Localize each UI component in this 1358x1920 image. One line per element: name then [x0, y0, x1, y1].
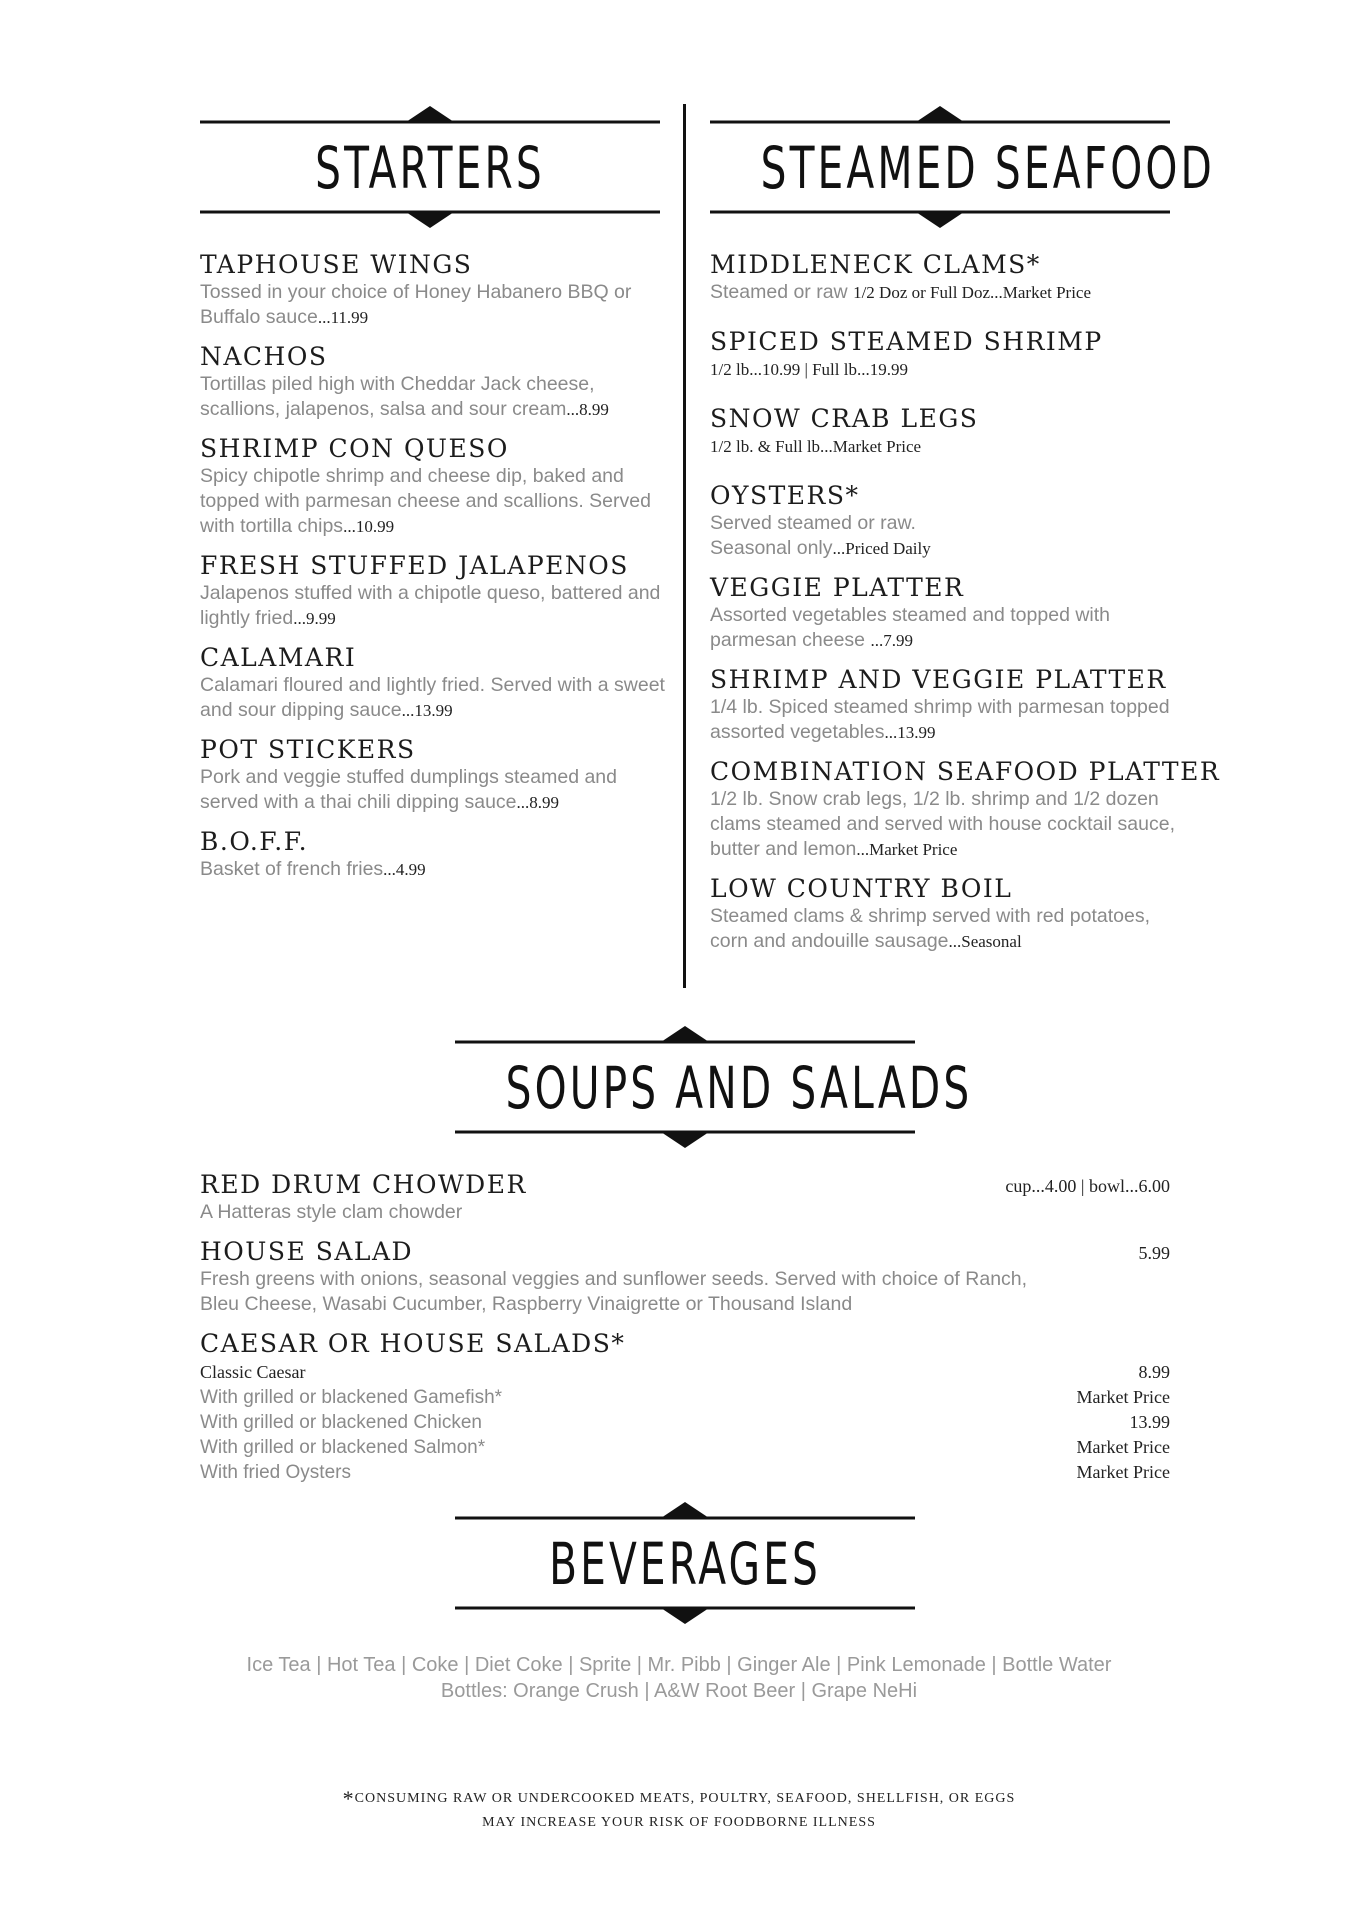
item-description: Tossed in your choice of Honey Habanero BBQ or Buffalo sauce...11.99	[200, 281, 632, 328]
item-name: NACHOS	[200, 342, 328, 371]
item-description: Tortillas piled high with Cheddar Jack cheese, scallions, jalapenos, salsa and sour cream...8.99	[200, 373, 609, 420]
item-price: ...4.99	[383, 860, 426, 879]
item-price: ...10.99	[343, 517, 395, 536]
option-price: 13.99	[1129, 1412, 1170, 1432]
item-name: RED DRUM CHOWDER	[200, 1170, 527, 1199]
item-name: SPICED STEAMED SHRIMP	[710, 327, 1103, 356]
item-description	[710, 357, 1180, 382]
health-warning	[0, 1786, 1358, 1811]
item-description: 1/2 lb. Snow crab legs, 1/2 lb. shrimp and 1/2 dozen clams steamed and served with house cocktail sauce, butter and lemon...Market Price	[710, 788, 1175, 860]
item-name: OYSTERS*	[710, 481, 860, 510]
salad-option-row	[200, 1360, 1170, 1385]
item-price: 5.99	[1138, 1243, 1170, 1263]
item-price: ...13.99	[884, 723, 936, 742]
menu-item	[200, 643, 670, 723]
beverages-header	[455, 1500, 915, 1628]
item-name: SNOW CRAB LEGS	[710, 404, 979, 433]
menu-item	[710, 573, 1180, 653]
salad-option-row	[200, 1435, 1170, 1460]
menu-item	[710, 404, 1180, 459]
option-label: With grilled or blackened Chicken	[200, 1412, 482, 1433]
option-label: With fried Oysters	[200, 1462, 351, 1483]
menu-item	[710, 757, 1221, 862]
item-name: SHRIMP CON QUESO	[200, 434, 509, 463]
item-description: A Hatteras style clam chowder	[200, 1201, 463, 1223]
item-description: Fresh greens with onions, seasonal veggies and sunflower seeds. Served with choice of Ranch, Bleu Cheese, Wasabi Cucumber, Raspberry Vinaigrette or Thousand Island	[200, 1268, 1028, 1315]
item-price: 1/2 lb...10.99 | Full lb...19.99	[710, 360, 908, 379]
health-warning-line-2: MAY INCREASE YOUR RISK OF FOODBORNE ILLNESS	[482, 1815, 876, 1830]
menu-item	[200, 1237, 1170, 1317]
item-name: FRESH STUFFED JALAPENOS	[200, 551, 629, 580]
item-description: Basket of french fries...4.99	[200, 858, 426, 880]
option-price: Market Price	[1076, 1387, 1170, 1407]
item-name: VEGGIE PLATTER	[710, 573, 965, 602]
menu-item	[200, 434, 670, 539]
starters-header	[200, 104, 660, 232]
section-title: SOUPS AND SALADS	[505, 1054, 973, 1122]
item-name: HOUSE SALAD	[200, 1237, 414, 1266]
item-price: cup...4.00 | bowl...6.00	[1005, 1176, 1170, 1196]
option-price: Market Price	[1076, 1437, 1170, 1457]
beverage-list: Ice Tea | Hot Tea | Coke | Diet Coke | Sprite | Mr. Pibb | Ginger Ale | Pink Lemonade | Bottle Water	[246, 1654, 1112, 1676]
menu-item	[200, 551, 670, 631]
option-price: 8.99	[1138, 1362, 1170, 1382]
section-title: STARTERS	[315, 134, 545, 202]
item-name: LOW COUNTRY BOIL	[710, 874, 1013, 903]
item-price: 1/2 Doz or Full Doz...Market Price	[853, 283, 1092, 302]
item-name: CAESAR OR HOUSE SALADS*	[200, 1329, 626, 1358]
option-label: With grilled or blackened Salmon*	[200, 1437, 486, 1458]
item-description: Calamari floured and lightly fried. Served with a sweet and sour dipping sauce...13.99	[200, 674, 665, 721]
menu-item	[710, 665, 1180, 745]
asterisk: *	[342, 1786, 355, 1811]
item-price: ...Priced Daily	[832, 539, 931, 558]
warning-line-1: CONSUMING RAW OR UNDERCOOKED MEATS, POULTRY, SEAFOOD, SHELLFISH, OR EGGS	[354, 1791, 1016, 1806]
item-description: Steamed clams & shrimp served with red potatoes, corn and andouille sausage...Seasonal	[710, 905, 1151, 952]
item-name: POT STICKERS	[200, 735, 416, 764]
seafood-header	[710, 104, 1215, 232]
menu-item	[710, 481, 990, 561]
item-name: CALAMARI	[200, 643, 357, 672]
item-description: Spicy chipotle shrimp and cheese dip, baked and topped with parmesan cheese and scallions. Served with tortilla chips...10.99	[200, 465, 651, 537]
menu-item	[200, 735, 670, 815]
menu-item	[710, 250, 1180, 305]
item-description: Served steamed or raw. Seasonal only...Priced Daily	[710, 512, 931, 559]
option-label: Classic Caesar	[200, 1362, 306, 1382]
item-price: ...11.99	[317, 308, 369, 327]
menu-item	[200, 827, 670, 882]
item-name: SHRIMP AND VEGGIE PLATTER	[710, 665, 1167, 694]
menu-item	[710, 327, 1180, 382]
item-price: ...Market Price	[856, 840, 958, 859]
item-price: ...Seasonal	[948, 932, 1022, 951]
menu-item	[200, 250, 670, 330]
item-description	[710, 434, 1180, 459]
option-label: With grilled or blackened Gamefish*	[200, 1387, 503, 1408]
item-description: Steamed or raw 1/2 Doz or Full Doz...Market Price	[710, 281, 1092, 303]
bottle-list: Bottles: Orange Crush | A&W Root Beer | Grape NeHi	[440, 1680, 918, 1702]
column-divider	[683, 104, 686, 988]
item-description: Assorted vegetables steamed and topped with parmesan cheese ...7.99	[710, 604, 1111, 651]
item-description: 1/4 lb. Spiced steamed shrimp with parmesan topped assorted vegetables...13.99	[710, 696, 1170, 743]
item-name: TAPHOUSE WINGS	[200, 250, 473, 279]
menu-item	[200, 342, 670, 422]
item-name: B.O.F.F.	[200, 827, 309, 856]
menu-item	[200, 1170, 1170, 1225]
section-title: BEVERAGES	[549, 1530, 821, 1598]
item-price: ...8.99	[516, 793, 560, 812]
item-price: ...9.99	[293, 609, 336, 628]
item-price: ...13.99	[401, 701, 453, 720]
option-price: Market Price	[1076, 1462, 1170, 1482]
item-price: ...8.99	[566, 400, 609, 419]
salad-option-row	[200, 1410, 1170, 1435]
menu-item	[200, 1329, 1170, 1359]
item-price: ...7.99	[870, 631, 913, 650]
item-price: 1/2 lb. & Full lb...Market Price	[710, 437, 922, 456]
section-title: STEAMED SEAFOOD	[760, 134, 1215, 202]
item-name: COMBINATION SEAFOOD PLATTER	[710, 757, 1221, 786]
soups-header	[455, 1024, 973, 1152]
salad-option-row	[200, 1460, 1170, 1485]
item-description: Jalapenos stuffed with a chipotle queso, battered and lightly fried...9.99	[200, 582, 661, 629]
salad-option-row	[200, 1385, 1170, 1410]
menu-item	[710, 874, 1180, 954]
item-name: MIDDLENECK CLAMS*	[710, 250, 1041, 279]
item-description: Pork and veggie stuffed dumplings steamed and served with a thai chili dipping sauce...8.99	[200, 766, 617, 813]
